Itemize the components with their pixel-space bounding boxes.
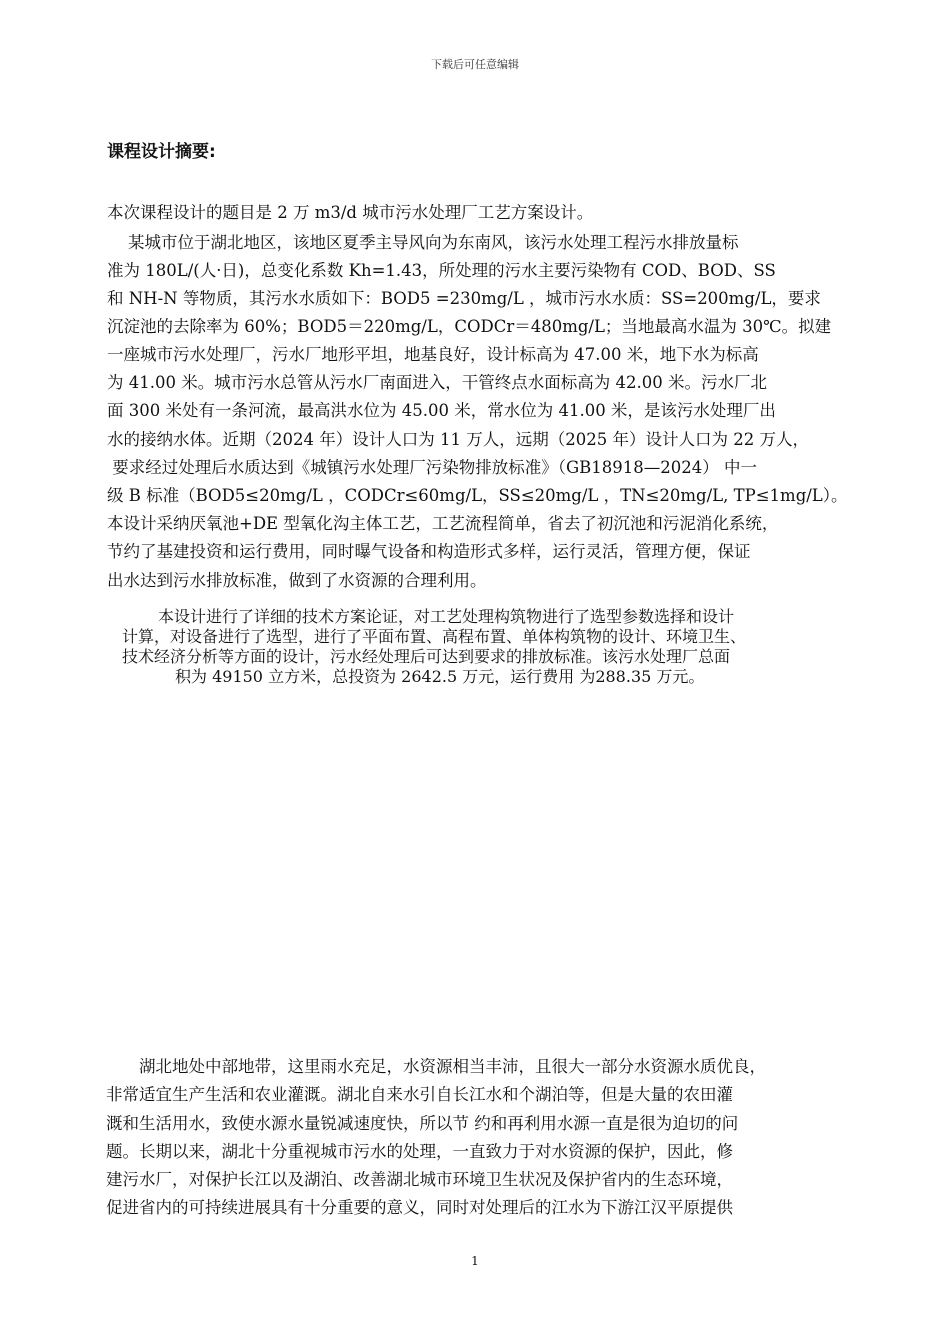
text-line: 促进省内的可持续进展具有十分重要的意义，同时对处理后的江水为下游江汉平原提供	[106, 1198, 733, 1217]
page-header: 下载后可任意编辑	[431, 58, 519, 71]
text-line: 题。长期以来，湖北十分重视城市污水的处理，一直致力于对水资源的保护，因此，修	[106, 1142, 733, 1161]
page-number: 1	[471, 1254, 479, 1268]
abstract-heading: 课程设计摘要:	[107, 142, 216, 162]
text-line: 准为 180L/(人·日)，总变化系数 Kh=1.43，所处理的污水主要污染物有 COD、BOD、SS	[107, 261, 776, 280]
text-line: 出水达到污水排放标准，做到了水资源的合理利用。	[107, 571, 487, 590]
text-line: 本设计进行了详细的技术方案论证，对工艺处理构筑物进行了选型参数选择和设计	[158, 607, 735, 626]
text-line: 节约了基建投资和运行费用，同时曝气设备和构造形式多样，运行灵活，管理方便，保证	[107, 542, 751, 561]
text-line: 某城市位于湖北地区，该地区夏季主导风向为东南风，该污水处理工程污水排放量标	[107, 233, 739, 252]
text-line: 积为 49150 立方米，总投资为 2642.5 万元，运行费用 为288.35 万元。	[175, 667, 705, 686]
text-line: 建污水厂，对保护长江以及湖泊、改善湖北城市环境卫生状况及保护省内的生态环境，	[106, 1170, 733, 1189]
text-line: 湖北地处中部地带，这里雨水充足，水资源相当丰沛，且很大一部分水资源水质优良，	[139, 1057, 766, 1076]
text-line: 非常适宜生产生活和农业灌溉。湖北自来水引自长江水和个湖泊等，但是大量的农田灌	[106, 1085, 733, 1104]
text-line: 水的接纳水体。近期（2024 年）设计人口为 11 万人，远期（2025 年）设计人口为 22 万人，	[107, 430, 809, 449]
text-line: 本设计采纳厌氧池+DE 型氧化沟主体工艺，工艺流程简单，省去了初沉池和污泥消化系统，	[107, 514, 779, 533]
text-line: 计算，对设备进行了选型，进行了平面布置、高程布置、单体构筑物的设计、环境卫生、	[122, 627, 747, 646]
text-line: 和 NH-N 等物质，其污水水质如下：BOD5 =230mg/L ，城市污水水质：SS=200mg/L，要求	[107, 289, 821, 308]
text-line: 溉和生活用水，致使水源水量锐减速度快，所以节 约和再利用水源一直是很为迫切的问	[106, 1114, 739, 1133]
text-line: 要求经过处理后水质达到《城镇污水处理厂污染物排放标准》（GB18918—2024） 中一	[107, 458, 758, 477]
text-line: 技术经济分析等方面的设计，污水经处理后可达到要求的排放标准。该污水处理厂总面	[122, 647, 731, 666]
text-line: 本次课程设计的题目是 2 万 m3/d 城市污水处理厂工艺方案设计。	[107, 203, 594, 222]
text-line: 为 41.00 米。城市污水总管从污水厂南面进入，干管终点水面标高为 42.00 米。污水厂北	[107, 373, 767, 392]
text-line: 级 B 标准（BOD5≤20mg/L ，CODCr≤60mg/L，SS≤20mg/L ，TN≤20mg/L, TP≤1mg/L）。	[107, 486, 848, 505]
text-line: 面 300 米处有一条河流，最高洪水位为 45.00 米，常水位为 41.00 米，是该污水处理厂出	[107, 401, 776, 420]
text-line: 一座城市污水处理厂，污水厂地形平坦，地基良好，设计标高为 47.00 米，地下水为标高	[107, 345, 759, 364]
text-line: 沉淀池的去除率为 60%；BOD5＝220mg/L，CODCr＝480mg/L；当地最高水温为 30℃。拟建	[107, 317, 832, 336]
